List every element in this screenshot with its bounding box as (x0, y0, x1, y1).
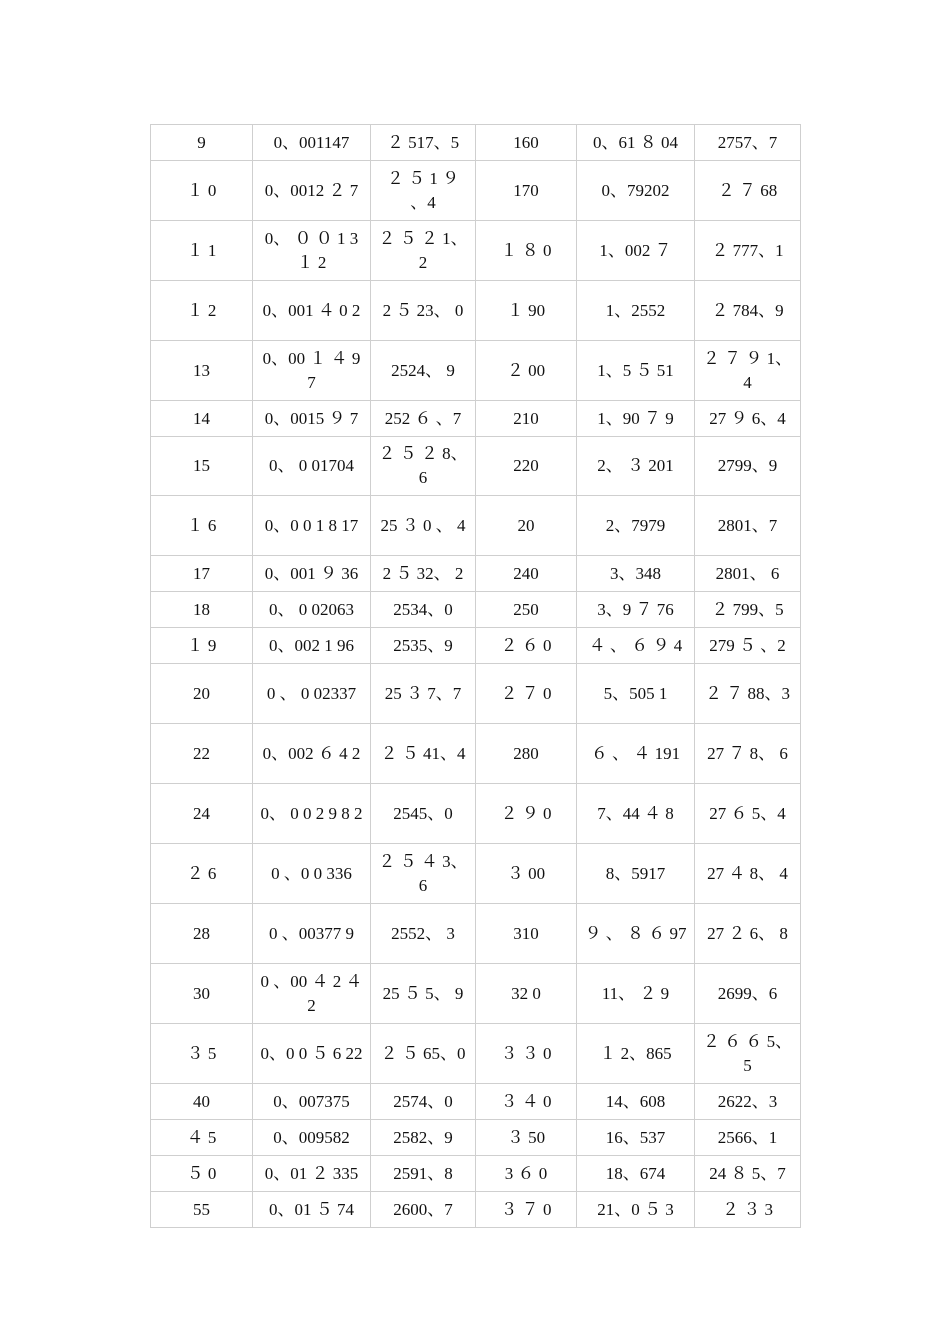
table-row (151, 496, 801, 556)
table-cell: 0、002 1 96 (253, 628, 371, 664)
table-cell: ２ 517、5 (371, 125, 476, 161)
table-cell: 3、348 (577, 556, 695, 592)
table-cell: 30 (151, 964, 253, 1024)
table-cell: 2757、7 (695, 125, 801, 161)
table-cell: 0、007375 (253, 1084, 371, 1120)
table-cell: 280 (476, 724, 577, 784)
table-cell: 1、5 ５ 51 (577, 341, 695, 401)
table-cell: 1、90 ７ 9 (577, 401, 695, 437)
table-cell: 2699、6 (695, 964, 801, 1024)
table-row (151, 592, 801, 628)
table-cell: 40 (151, 1084, 253, 1120)
table-cell: 20 (151, 664, 253, 724)
table-cell: 9 (151, 125, 253, 161)
table-cell: ２ ７ 68 (695, 161, 801, 221)
table-cell: 0 、0 0 336 (253, 844, 371, 904)
table-cell: 2574、0 (371, 1084, 476, 1120)
table-cell: 279 ５ 、2 (695, 628, 801, 664)
table-row (151, 1192, 801, 1228)
table-cell: ２ ６ ６ 5、 5 (695, 1024, 801, 1084)
table-cell: 2545、0 (371, 784, 476, 844)
table-cell: 5、505 1 (577, 664, 695, 724)
table-cell: 0、01 ２ 335 (253, 1156, 371, 1192)
table-cell: 24 ８ 5、7 (695, 1156, 801, 1192)
table-cell: ２ ７ 88、3 (695, 664, 801, 724)
table-cell: 0、61 ８ 04 (577, 125, 695, 161)
table-cell: 2552、 3 (371, 904, 476, 964)
table-cell: ２ ５ 1 ９ 、4 (371, 161, 476, 221)
table-cell: 2591、8 (371, 1156, 476, 1192)
table-cell: 0、 0 0 2 9 8 2 (253, 784, 371, 844)
table-cell: 210 (476, 401, 577, 437)
table-cell: 7、44 ４ 8 (577, 784, 695, 844)
table-cell: １ 2 (151, 281, 253, 341)
table-cell: 2 ５ 23、 0 (371, 281, 476, 341)
table-cell: 3 ６ 0 (476, 1156, 577, 1192)
table-body (151, 125, 801, 1228)
table-row (151, 125, 801, 161)
table-cell: 2566、1 (695, 1120, 801, 1156)
table-cell: 0、 0 02063 (253, 592, 371, 628)
table-cell: 310 (476, 904, 577, 964)
table-row (151, 437, 801, 496)
table-cell: 27 ９ 6、4 (695, 401, 801, 437)
table-row (151, 401, 801, 437)
table-row (151, 844, 801, 904)
table-cell: ３ ３ 0 (476, 1024, 577, 1084)
table-cell: 3、9 ７ 76 (577, 592, 695, 628)
table-cell: 27 ２ 6、 8 (695, 904, 801, 964)
table-cell: ２ 777、1 (695, 221, 801, 281)
table-cell: ２ ５ ２ 1、 2 (371, 221, 476, 281)
table-cell: 2、 ３ 201 (577, 437, 695, 496)
table-cell: 27 ６ 5、4 (695, 784, 801, 844)
table-cell: ４ 、 ６ ９ 4 (577, 628, 695, 664)
table-cell: 0、01 ５ 74 (253, 1192, 371, 1228)
table-cell: 21、0 ５ 3 (577, 1192, 695, 1228)
table-cell: ３ 50 (476, 1120, 577, 1156)
table-cell: 28 (151, 904, 253, 964)
table-cell: ２ ７ 0 (476, 664, 577, 724)
table-cell: 0 、00 ４ 2 ４ 2 (253, 964, 371, 1024)
table-cell: 55 (151, 1192, 253, 1228)
table-cell: 14 (151, 401, 253, 437)
table-cell: 2801、7 (695, 496, 801, 556)
table-row (151, 1024, 801, 1084)
table-cell: 0、0015 ９ 7 (253, 401, 371, 437)
table-row (151, 281, 801, 341)
table-cell: ９ 、 ８ ６ 97 (577, 904, 695, 964)
table-cell: 25 ３ 7、7 (371, 664, 476, 724)
table-row (151, 341, 801, 401)
table-cell: 24 (151, 784, 253, 844)
table-cell: ２ ５ 41、4 (371, 724, 476, 784)
table-cell: 2 ５ 32、 2 (371, 556, 476, 592)
table-row (151, 724, 801, 784)
table-cell: 32 0 (476, 964, 577, 1024)
table-cell: 0、001 ４ 0 2 (253, 281, 371, 341)
table-row (151, 1156, 801, 1192)
table-cell: 18 (151, 592, 253, 628)
table-cell: 2582、9 (371, 1120, 476, 1156)
table-cell: ５ 0 (151, 1156, 253, 1192)
table-cell: 0 、 0 02337 (253, 664, 371, 724)
table-cell: ２ ７ ９ 1、4 (695, 341, 801, 401)
table-cell: ３ 00 (476, 844, 577, 904)
table-cell: 0、79202 (577, 161, 695, 221)
table-row (151, 904, 801, 964)
table-cell: 0 、00377 9 (253, 904, 371, 964)
table-cell: １ 1 (151, 221, 253, 281)
table-cell: 25 ５ 5、 9 (371, 964, 476, 1024)
table-cell: １ 2、865 (577, 1024, 695, 1084)
table-cell: 2801、 6 (695, 556, 801, 592)
table-cell: １ 0 (151, 161, 253, 221)
table-row (151, 628, 801, 664)
table-cell: 2600、7 (371, 1192, 476, 1228)
table-cell: 20 (476, 496, 577, 556)
table-cell: 25 ３ 0 、 4 (371, 496, 476, 556)
table-cell: 11、 ２ 9 (577, 964, 695, 1024)
table-row (151, 161, 801, 221)
table-cell: ２ 799、5 (695, 592, 801, 628)
table-cell: 0、0 0 ５ 6 22 (253, 1024, 371, 1084)
table-cell: 240 (476, 556, 577, 592)
table-cell: 15 (151, 437, 253, 496)
table-cell: ２ 00 (476, 341, 577, 401)
table-cell: ２ ５ ２ 8、6 (371, 437, 476, 496)
table-row (151, 556, 801, 592)
table-cell: 27 ７ 8、 6 (695, 724, 801, 784)
table-cell: １ 90 (476, 281, 577, 341)
table-cell: 0、 0 01704 (253, 437, 371, 496)
table-cell: ２ ３ 3 (695, 1192, 801, 1228)
table-cell: 160 (476, 125, 577, 161)
table-cell: 2535、9 (371, 628, 476, 664)
table-cell: ２ 784、9 (695, 281, 801, 341)
table-cell: 8、5917 (577, 844, 695, 904)
table-cell: 13 (151, 341, 253, 401)
table-cell: 0、001147 (253, 125, 371, 161)
table-cell: 170 (476, 161, 577, 221)
table-cell: 18、674 (577, 1156, 695, 1192)
table-cell: ２ 6 (151, 844, 253, 904)
table-cell: ３ ４ 0 (476, 1084, 577, 1120)
table-cell: 22 (151, 724, 253, 784)
table-cell: 1、002 ７ (577, 221, 695, 281)
table-cell: ３ 5 (151, 1024, 253, 1084)
table-cell: 2622、3 (695, 1084, 801, 1120)
table-cell: 27 ４ 8、 4 (695, 844, 801, 904)
table-row (151, 1084, 801, 1120)
table-cell: 17 (151, 556, 253, 592)
table-cell: 0、0 0 1 8 17 (253, 496, 371, 556)
table-row (151, 964, 801, 1024)
table-cell: 16、537 (577, 1120, 695, 1156)
table-cell: １ 9 (151, 628, 253, 664)
table-cell: 0、 ０ ０ 1 3 １ 2 (253, 221, 371, 281)
table-row (151, 1120, 801, 1156)
table-cell: ２ ６ 0 (476, 628, 577, 664)
table-row (151, 664, 801, 724)
table-cell: 2534、0 (371, 592, 476, 628)
table-row (151, 221, 801, 281)
table-cell: 250 (476, 592, 577, 628)
table-cell: 14、608 (577, 1084, 695, 1120)
table-cell: 252 ６ 、7 (371, 401, 476, 437)
table-cell: ２ ５ ４ 3、 6 (371, 844, 476, 904)
table-cell: ３ ７ 0 (476, 1192, 577, 1228)
table-cell: 0、001 ９ 36 (253, 556, 371, 592)
table-cell: 2、7979 (577, 496, 695, 556)
table-cell: １ ８ 0 (476, 221, 577, 281)
table-cell: ６ 、 ４ 191 (577, 724, 695, 784)
data-table (150, 124, 801, 1228)
table-cell: 0、009582 (253, 1120, 371, 1156)
table-row (151, 784, 801, 844)
table-cell: 0、00 １ ４ 97 (253, 341, 371, 401)
table-cell: ２ ９ 0 (476, 784, 577, 844)
table-cell: 220 (476, 437, 577, 496)
table-cell: 0、0012 ２ 7 (253, 161, 371, 221)
table-cell: ２ ５ 65、0 (371, 1024, 476, 1084)
table-cell: 1、2552 (577, 281, 695, 341)
table-cell: ４ 5 (151, 1120, 253, 1156)
table-cell: １ 6 (151, 496, 253, 556)
table-cell: 0、002 ６ 4 2 (253, 724, 371, 784)
table-cell: 2524、 9 (371, 341, 476, 401)
table-cell: 2799、9 (695, 437, 801, 496)
